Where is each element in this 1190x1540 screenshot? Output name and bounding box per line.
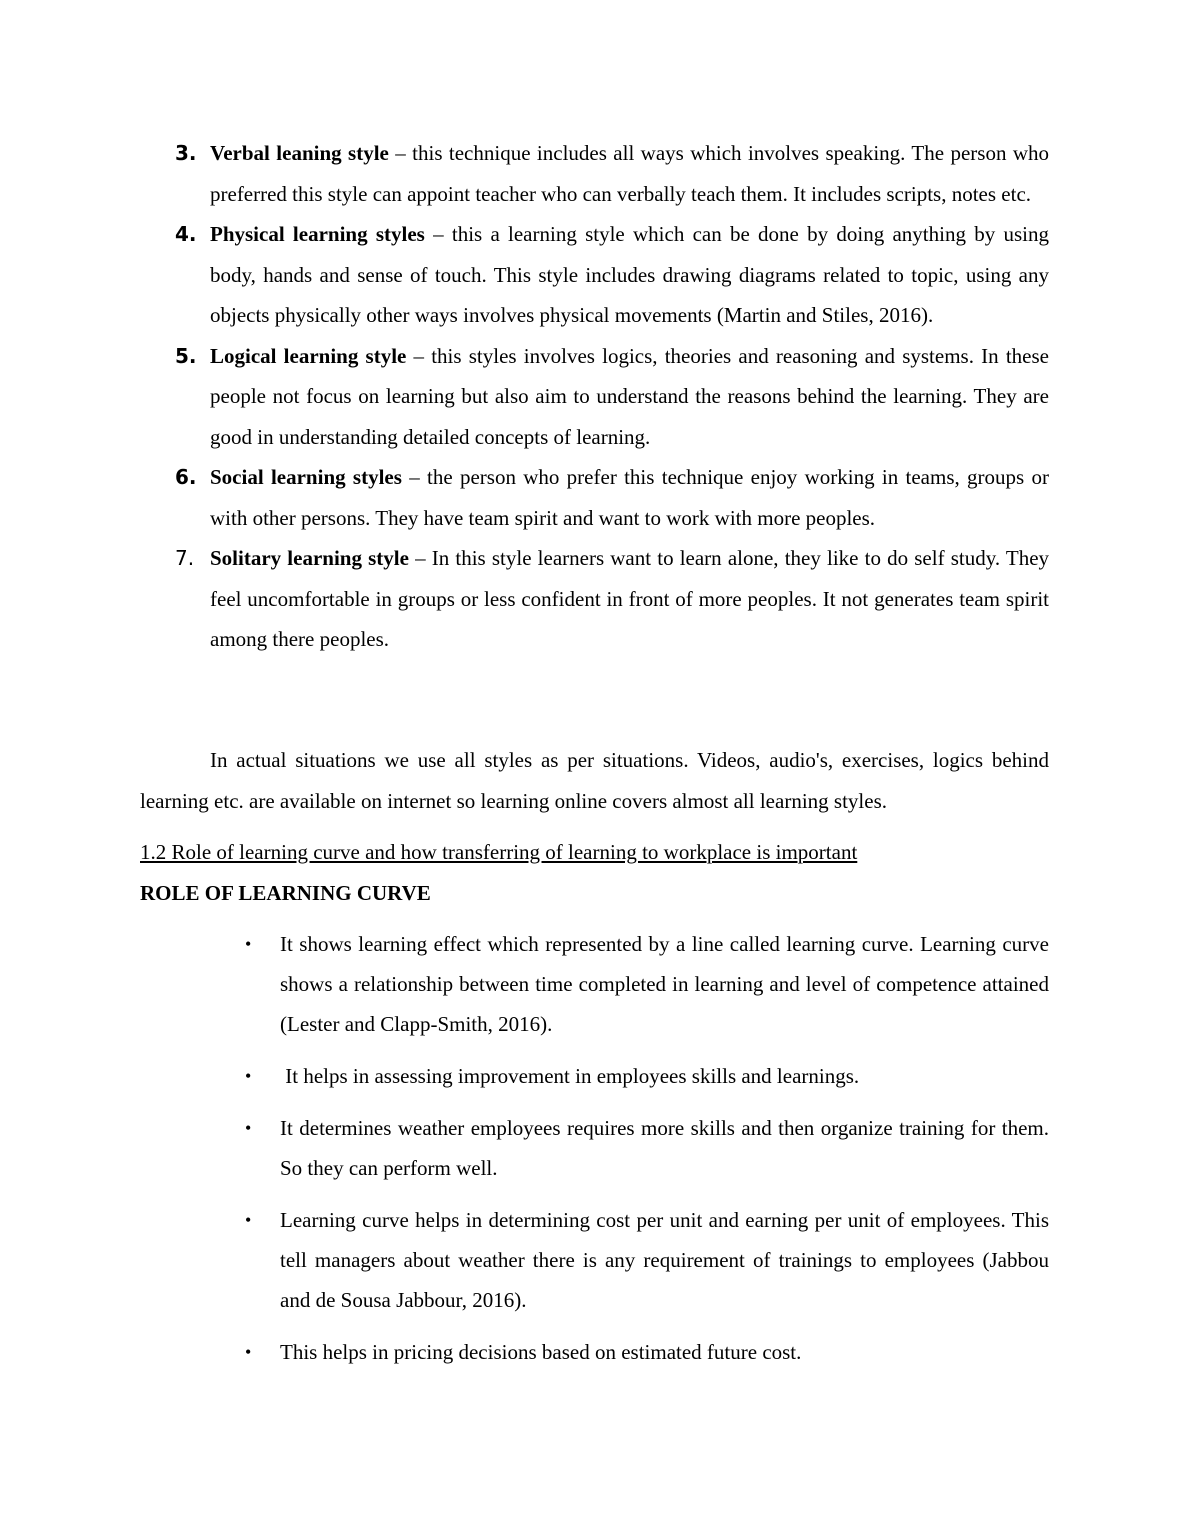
bullet-icon: • — [245, 934, 252, 954]
bullet-item — [245, 1108, 1049, 1188]
item-text: – this a learning style which can be done by doing anything by using body, hands and sense of touch. This style includes drawing diagrams related to topic, using any objects physically other ways involves physical movements (Martin and Stiles, 2016). — [210, 222, 1049, 327]
bullet-text: It helps in assessing improvement in employees skills and learnings. — [280, 1064, 860, 1089]
bullet-icon: • — [245, 1066, 252, 1087]
list-number: 7. — [175, 546, 195, 570]
bullet-item — [245, 1056, 1049, 1096]
bullet-text: Learning curve helps in determining cost per unit and earning per unit of employees. This tell managers about weather there is any requirement of trainings to employees (Jabbou and de Sousa Jabbour, 2016). — [280, 1207, 1049, 1313]
section-heading: ROLE OF LEARNING CURVE — [140, 881, 431, 905]
list-item — [140, 538, 1049, 660]
item-title: Physical learning styles — [210, 222, 425, 246]
bullet-item — [245, 1332, 1049, 1372]
bullet-text: This helps in pricing decisions based on estimated future cost. — [280, 1339, 802, 1364]
bullet-text: It determines weather employees requires more skills and then organize training for them. So they can perform well. — [280, 1115, 1049, 1181]
bullet-item — [245, 1200, 1049, 1321]
bullet-item — [245, 924, 1049, 1045]
item-text: – this technique includes all ways which involves speaking. The person who preferred this style can appoint teacher who can verbally teach them. It includes scripts, notes etc. — [210, 141, 1050, 206]
bullet-icon: • — [245, 1341, 252, 1362]
learning-styles-list — [140, 133, 1049, 660]
list-number: 4. — [175, 222, 197, 246]
item-text: – the person who prefer this technique enjoy working in teams, groups or with other persons. They have team spirit and want to work with more peoples. — [210, 465, 1049, 530]
item-text: – In this style learners want to learn alone, they like to do self study. They feel uncomfortable in groups or less confident in front of more peoples. It not generates team spirit among there peoples. — [210, 546, 1050, 651]
bullet-text: It shows learning effect which represented by a line called learning curve. Learning curve shows a relationship between time completed in learning and level of competence attained (Lester and Clapp-Smith, 2016). — [280, 932, 1049, 1037]
list-item — [140, 336, 1049, 458]
list-number: 6. — [175, 465, 197, 489]
list-item — [140, 214, 1049, 336]
list-number: 5. — [175, 343, 197, 368]
bullet-icon: • — [245, 1117, 252, 1138]
summary-paragraph: In actual situations we use all styles as per situations. Videos, audio's, exercises, logics behind learning etc. are available on internet so learning online covers almost all learning styles. — [140, 748, 1049, 813]
bullet-icon: • — [245, 1209, 252, 1230]
list-item — [140, 457, 1049, 538]
learning-curve-bullets — [245, 924, 1049, 1384]
item-title: Solitary learning style — [210, 546, 409, 570]
section-subheading: 1.2 Role of learning curve and how transferring of learning to workplace is important — [140, 840, 858, 864]
item-title: Logical learning style — [210, 343, 407, 368]
list-number: 3. — [175, 141, 197, 165]
item-text: – this styles involves logics, theories and reasoning and systems. In these people not focus on learning but also aim to understand the reasons behind the learning. They are good in understanding detailed concepts of learning. — [210, 343, 1049, 449]
item-title: Social learning styles — [210, 465, 402, 489]
list-item — [140, 133, 1049, 214]
item-title: Verbal leaning style — [210, 141, 389, 165]
